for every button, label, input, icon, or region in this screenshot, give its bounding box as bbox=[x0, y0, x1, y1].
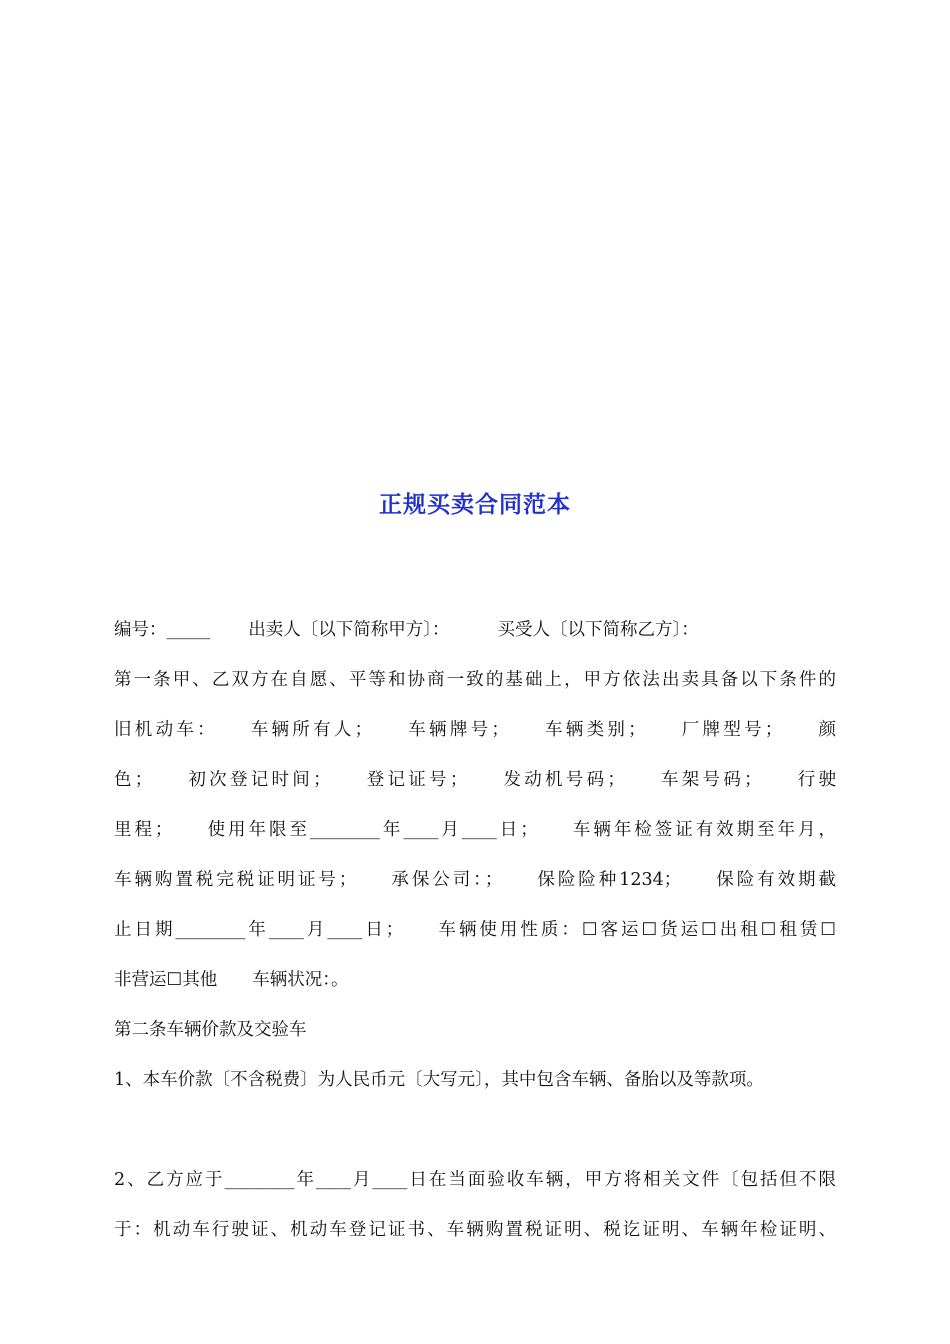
section-heading: 第二条车辆价款及交验车 bbox=[114, 1020, 307, 1040]
document-body bbox=[114, 605, 836, 1255]
paragraph-line: 旧机动车： 车辆所有人； 车辆牌号； 车辆类别； 厂牌型号； 颜 bbox=[114, 720, 836, 740]
paragraph-line: 于：机动车行驶证、机动车登记证书、车辆购置税证明、税讫证明、车辆年检证明、 bbox=[114, 1220, 836, 1240]
paragraph-gap bbox=[114, 1105, 836, 1155]
paragraph-line: 非营运☐其他 车辆状况：。 bbox=[114, 970, 349, 990]
seller-label: 出卖人〔以下简称甲方〕： bbox=[248, 620, 450, 640]
paragraph-line: 1、本车价款〔不含税费〕为人民币元〔大写元〕，其中包含车辆、备胎以及等款项。 bbox=[114, 1070, 764, 1090]
paragraph-line: 色； 初次登记时间； 登记证号； 发动机号码； 车架号码； 行驶 bbox=[114, 770, 836, 790]
paragraph-line: 车辆购置税完税证明证号； 承保公司：； 保险险种1234； 保险有效期截 bbox=[114, 870, 836, 890]
document-title: 正规买卖合同范本 bbox=[379, 492, 571, 518]
paragraph-line: 止日期________年____月____日； 车辆使用性质：☐客运☐货运☐出租☐租赁☐ bbox=[114, 920, 836, 940]
buyer-label: 买受人〔以下简称乙方〕： bbox=[497, 620, 699, 640]
paragraph-line: 第一条甲、乙双方在自愿、平等和协商一致的基础上，甲方依法出卖具备以下条件的 bbox=[114, 670, 836, 690]
header-line bbox=[114, 605, 836, 655]
paragraph-line: 里程； 使用年限至________年____月____日； 车辆年检签证有效期至年月， bbox=[114, 820, 836, 840]
paragraph-line: 2、乙方应于________年____月____日在当面验收车辆，甲方将相关文件〔包括但不限 bbox=[114, 1170, 836, 1190]
contract-number: 编号：_____ bbox=[114, 620, 211, 640]
